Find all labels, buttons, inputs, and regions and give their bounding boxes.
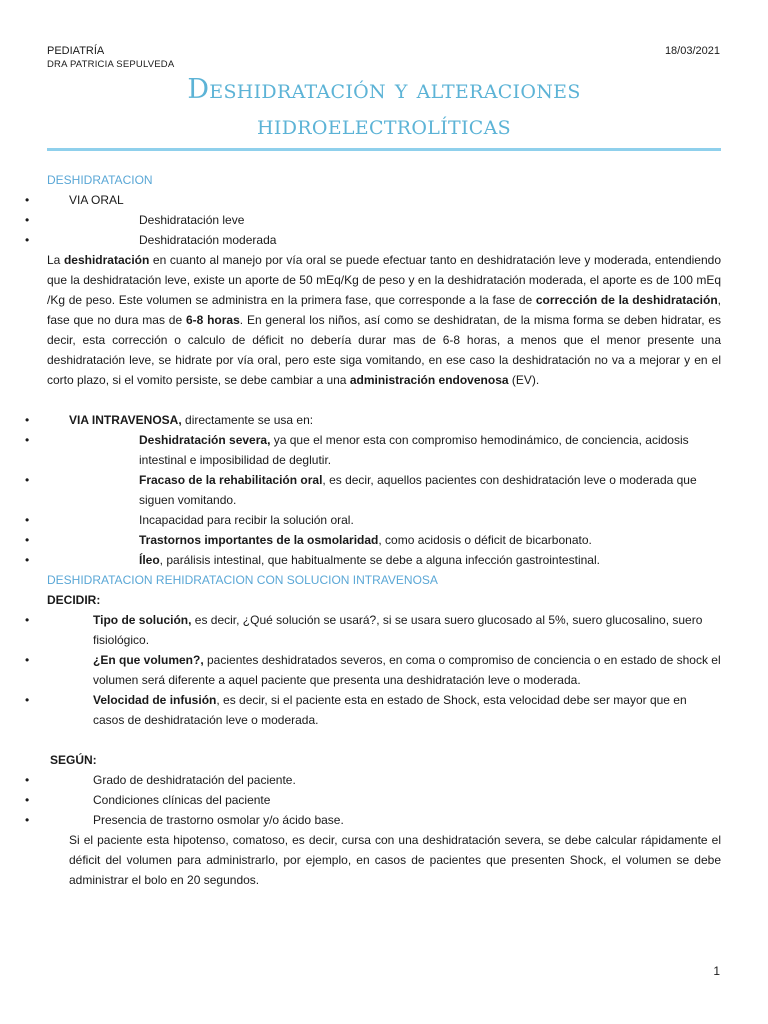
decidir-list — [47, 610, 721, 730]
title-divider — [47, 148, 721, 151]
page-number: 1 — [713, 964, 720, 978]
via-oral-list — [47, 190, 721, 250]
title-line-2: hidroelectrolíticas — [257, 110, 511, 141]
title-line-1: Deshidratación y alteraciones — [187, 74, 581, 105]
department-label: PEDIATRÍA — [47, 45, 105, 57]
section-heading-rehidratacion: DESHIDRATACION REHIDRATACION CON SOLUCION INTRAVENOSA — [47, 573, 438, 587]
list-item: • Condiciones clínicas del paciente — [47, 790, 721, 810]
header-date: 18/03/2021 — [664, 45, 720, 57]
list-item: • VIA INTRAVENOSA, directamente se usa en: — [47, 410, 721, 430]
list-item: • Íleo, parálisis intestinal, que habitualmente se debe a alguna infección gastrointestinal. — [47, 550, 721, 570]
doctor-name: DRA PATRICIA SEPULVEDA — [47, 59, 175, 70]
list-item: • Grado de deshidratación del paciente. — [47, 770, 721, 790]
paragraph-via-oral: La deshidratación en cuanto al manejo por vía oral se puede efectuar tanto en deshidratación leve y moderada, entendiendo que la deshidratación leve, existe un aporte de 50 mEq/Kg de peso y en la deshidratación moderada, el aporte es de 100 mEq /Kg de peso. Este volumen se administra en la primera fase, que corresponde a la fase de corrección de la deshidratación, fase que no dura mas de 6-8 horas. En general los niños, así como se deshidratan, de la misma forma se deben hidratar, es decir, esta corrección o calculo de déficit no debería durar mas de 6-8 horas, a menos que el menor presente una deshidratación leve, se hidrate por vía oral, pero este siga vomitando, en ese caso la deshidratación no va a mejorar y en el corto plazo, si el vomito persiste, se debe cambiar a una administración endovenosa (EV). — [47, 253, 722, 387]
list-item: • VIA ORAL — [47, 190, 721, 210]
list-item: • Incapacidad para recibir la solución oral. — [47, 510, 721, 530]
list-item: • Deshidratación severa, ya que el menor esta con compromiso hemodinámico, de conciencia, acidosis intestinal e imposibilidad de deglutir. — [47, 430, 721, 470]
list-item: • ¿En que volumen?, pacientes deshidratados severos, en coma o compromiso de conciencia o en estado de shock el volumen será diferente a aquel paciente que presenta una deshidratación leve o moderada. — [47, 650, 721, 690]
list-item: • Presencia de trastorno osmolar y/o ácido base. — [47, 810, 721, 830]
via-intravenosa-list — [47, 410, 721, 570]
list-item: • Deshidratación moderada — [47, 230, 721, 250]
list-item: • Deshidratación leve — [47, 210, 721, 230]
decidir-label: DECIDIR: — [47, 593, 101, 607]
document-body — [47, 170, 721, 890]
list-item: • Fracaso de la rehabilitación oral, es decir, aquellos pacientes con deshidratación leve o moderada que siguen vomitando. — [47, 470, 721, 510]
list-item: • Trastornos importantes de la osmolaridad, como acidosis o déficit de bicarbonato. — [47, 530, 721, 550]
paragraph-final: Si el paciente esta hipotenso, comatoso, es decir, cursa con una deshidratación severa, se debe calcular rápidamente el déficit del volumen para administrarlo, por ejemplo, en casos de pacientes que presenten Shock, el volumen se debe administrar el bolo en 20 segundos. — [69, 833, 721, 887]
segun-list — [47, 770, 721, 830]
section-heading-deshidratacion: DESHIDRATACION — [47, 173, 153, 187]
list-item: • Velocidad de infusión, es decir, si el paciente esta en estado de Shock, esta velocidad debe ser mayor que en casos de deshidratación leve o moderada. — [47, 690, 721, 730]
segun-label: SEGÚN: — [50, 753, 97, 767]
header-left — [47, 45, 174, 71]
document-title — [47, 72, 721, 144]
list-item: • Tipo de solución, es decir, ¿Qué solución se usará?, si se usara suero glucosado al 5%, suero glucosalino, suero fisiológico. — [47, 610, 721, 650]
